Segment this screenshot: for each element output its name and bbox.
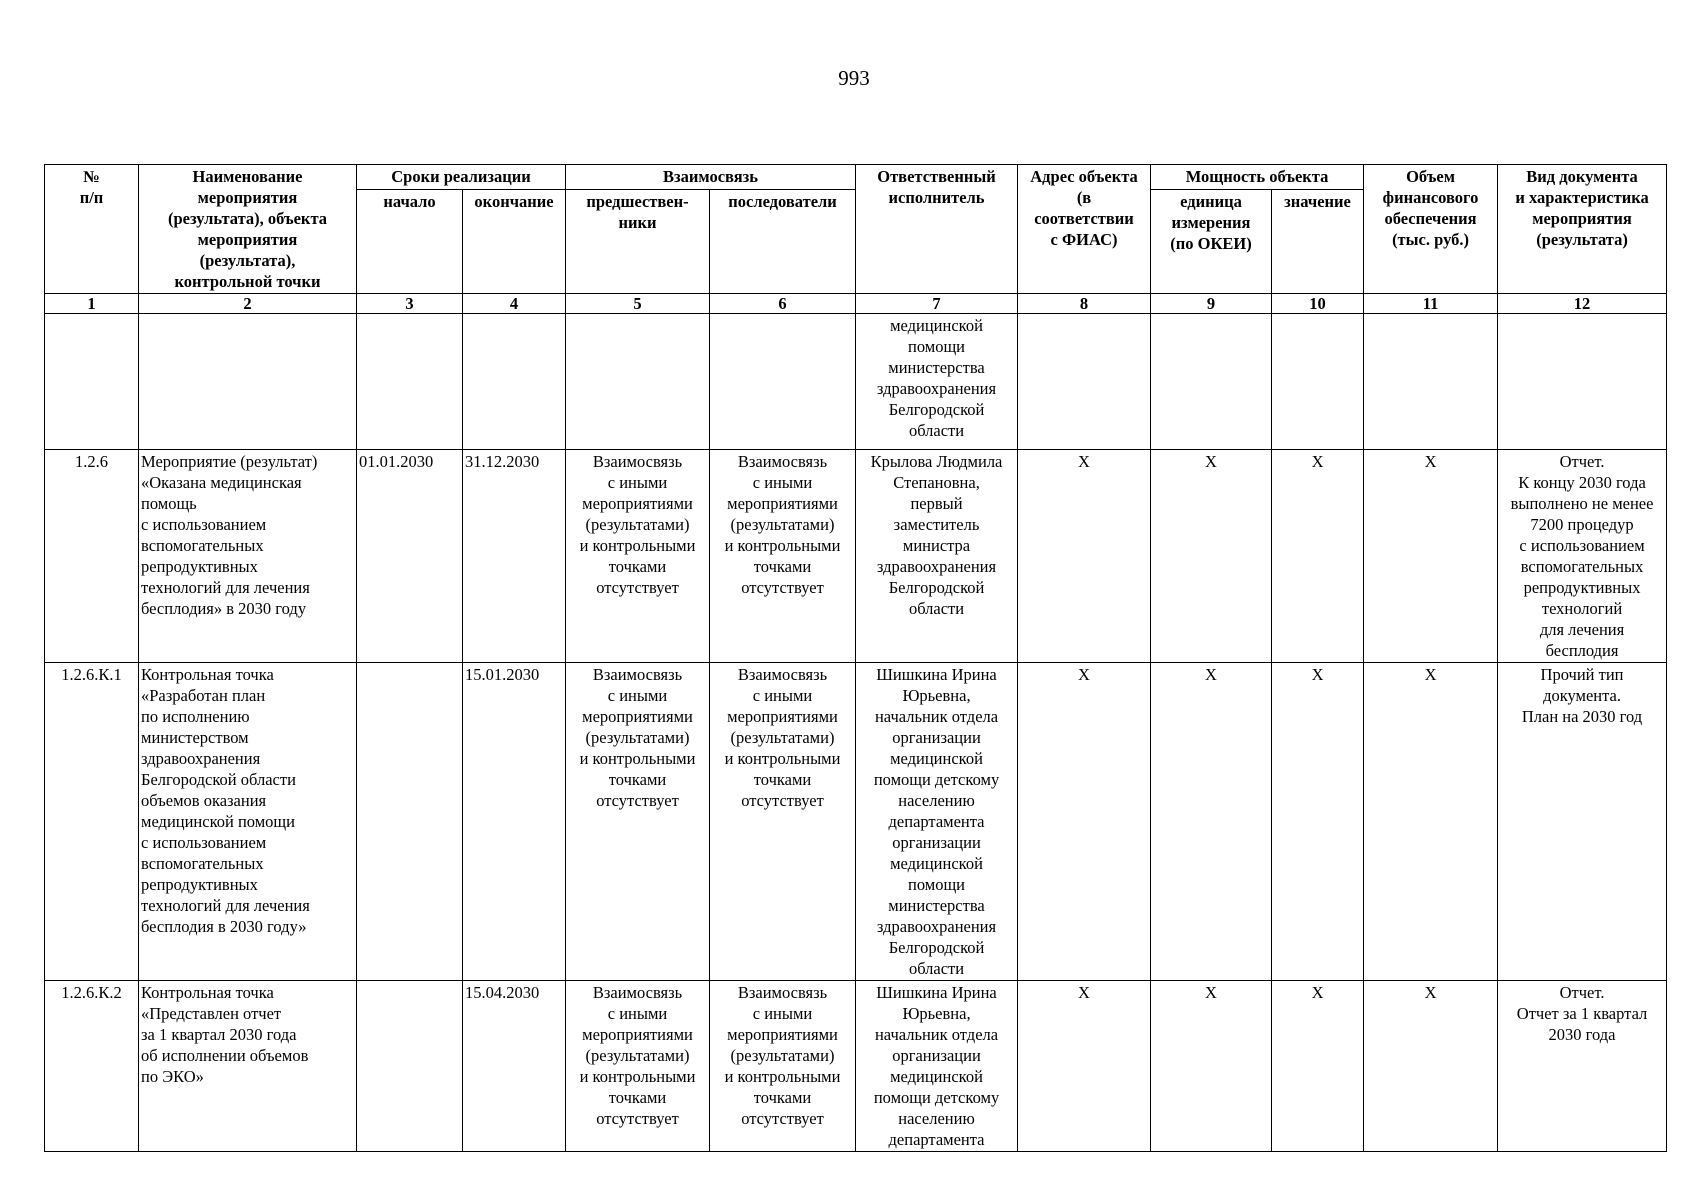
cell-funding: X <box>1364 663 1498 981</box>
column-number: 4 <box>463 294 566 314</box>
cell-successors: Взаимосвязь с иными мероприятиями (результатами) и контрольными точками отсутствует <box>710 450 856 663</box>
header-address: Адрес объекта (в соответствии с ФИАС) <box>1018 165 1151 294</box>
cell-name: Контрольная точка «Представлен отчет за 1 квартал 2030 года об исполнении объемов по ЭКО» <box>139 981 357 1152</box>
cell-end: 15.01.2030 <box>463 663 566 981</box>
cell-address <box>1018 314 1151 450</box>
column-number: 9 <box>1151 294 1272 314</box>
header-relation-succ: последователи <box>710 190 856 294</box>
cell-name: Мероприятие (результат) «Оказана медицинская помощь с использованием вспомогательных репродуктивных технологий для лечения бесплодия» в 2030 году <box>139 450 357 663</box>
header-terms-end: окончание <box>463 190 566 294</box>
cell-end <box>463 314 566 450</box>
column-numbers-row <box>45 294 1667 314</box>
cell-end: 31.12.2030 <box>463 450 566 663</box>
header-name: Наименование мероприятия (результата), объекта мероприятия (результата), контрольной точки <box>139 165 357 294</box>
implementation-plan-table <box>44 164 1667 1152</box>
cell-value <box>1272 314 1364 450</box>
header-capacity-value: значение <box>1272 190 1364 294</box>
header-doc-type: Вид документа и характеристика мероприятия (результата) <box>1498 165 1667 294</box>
cell-address: X <box>1018 981 1151 1152</box>
column-number: 2 <box>139 294 357 314</box>
cell-start <box>357 981 463 1152</box>
cell-responsible: Крылова Людмила Степановна, первый заместитель министра здравоохранения Белгородской области <box>856 450 1018 663</box>
cell-unit: X <box>1151 450 1272 663</box>
cell-funding <box>1364 314 1498 450</box>
cell-unit <box>1151 314 1272 450</box>
column-number: 7 <box>856 294 1018 314</box>
cell-end: 15.04.2030 <box>463 981 566 1152</box>
cell-doc: Отчет. Отчет за 1 квартал 2030 года <box>1498 981 1667 1152</box>
column-number: 5 <box>566 294 710 314</box>
column-number: 12 <box>1498 294 1667 314</box>
header-funding: Объем финансового обеспечения (тыс. руб.) <box>1364 165 1498 294</box>
cell-start: 01.01.2030 <box>357 450 463 663</box>
cell-successors: Взаимосвязь с иными мероприятиями (результатами) и контрольными точками отсутствует <box>710 663 856 981</box>
cell-address: X <box>1018 663 1151 981</box>
cell-address: X <box>1018 450 1151 663</box>
cell-name: Контрольная точка «Разработан план по исполнению министерством здравоохранения Белгородской области объемов оказания медицинской помощи с использованием вспомогательных репродуктивных технологий для лечения бесплодия в 2030 году» <box>139 663 357 981</box>
header-terms-start: начало <box>357 190 463 294</box>
cell-predecessors: Взаимосвязь с иными мероприятиями (результатами) и контрольными точками отсутствует <box>566 663 710 981</box>
cell-successors: Взаимосвязь с иными мероприятиями (результатами) и контрольными точками отсутствует <box>710 981 856 1152</box>
cell-value: X <box>1272 450 1364 663</box>
header-relation: Взаимосвязь <box>566 165 856 190</box>
cell-funding: X <box>1364 450 1498 663</box>
cell-start <box>357 663 463 981</box>
table-row <box>45 663 1667 981</box>
cell-predecessors: Взаимосвязь с иными мероприятиями (результатами) и контрольными точками отсутствует <box>566 450 710 663</box>
cell-funding: X <box>1364 981 1498 1152</box>
header-capacity-unit: единица измерения (по ОКЕИ) <box>1151 190 1272 294</box>
page-number: 993 <box>838 66 870 90</box>
cell-responsible: медицинской помощи министерства здравоохранения Белгородской области <box>856 314 1018 450</box>
cell-value: X <box>1272 663 1364 981</box>
cell-responsible: Шишкина Ирина Юрьевна, начальник отдела организации медицинской помощи детскому населению департамента организации медицинской помощи министерства здравоохранения Белгородской области <box>856 663 1018 981</box>
cell-successors <box>710 314 856 450</box>
table-row <box>45 450 1667 663</box>
header-num: № п/п <box>45 165 139 294</box>
column-number: 6 <box>710 294 856 314</box>
table-row <box>45 314 1667 450</box>
cell-num <box>45 314 139 450</box>
cell-name <box>139 314 357 450</box>
cell-value: X <box>1272 981 1364 1152</box>
header-row <box>45 165 1667 190</box>
cell-responsible: Шишкина Ирина Юрьевна, начальник отдела организации медицинской помощи детскому населению департамента <box>856 981 1018 1152</box>
cell-num: 1.2.6.К.2 <box>45 981 139 1152</box>
cell-doc: Отчет. К концу 2030 года выполнено не менее 7200 процедур с использованием вспомогательных репродуктивных технологий для лечения бесплодия <box>1498 450 1667 663</box>
cell-doc: Прочий тип документа. План на 2030 год <box>1498 663 1667 981</box>
column-number: 10 <box>1272 294 1364 314</box>
header-relation-pred: предшествен- ники <box>566 190 710 294</box>
cell-start <box>357 314 463 450</box>
header-responsible: Ответственный исполнитель <box>856 165 1018 294</box>
column-number: 8 <box>1018 294 1151 314</box>
header-capacity: Мощность объекта <box>1151 165 1364 190</box>
cell-num: 1.2.6.К.1 <box>45 663 139 981</box>
column-number: 1 <box>45 294 139 314</box>
cell-predecessors <box>566 314 710 450</box>
cell-doc <box>1498 314 1667 450</box>
cell-unit: X <box>1151 981 1272 1152</box>
header-terms: Сроки реализации <box>357 165 566 190</box>
cell-num: 1.2.6 <box>45 450 139 663</box>
column-number: 11 <box>1364 294 1498 314</box>
table-row <box>45 981 1667 1152</box>
column-number: 3 <box>357 294 463 314</box>
cell-predecessors: Взаимосвязь с иными мероприятиями (результатами) и контрольными точками отсутствует <box>566 981 710 1152</box>
cell-unit: X <box>1151 663 1272 981</box>
